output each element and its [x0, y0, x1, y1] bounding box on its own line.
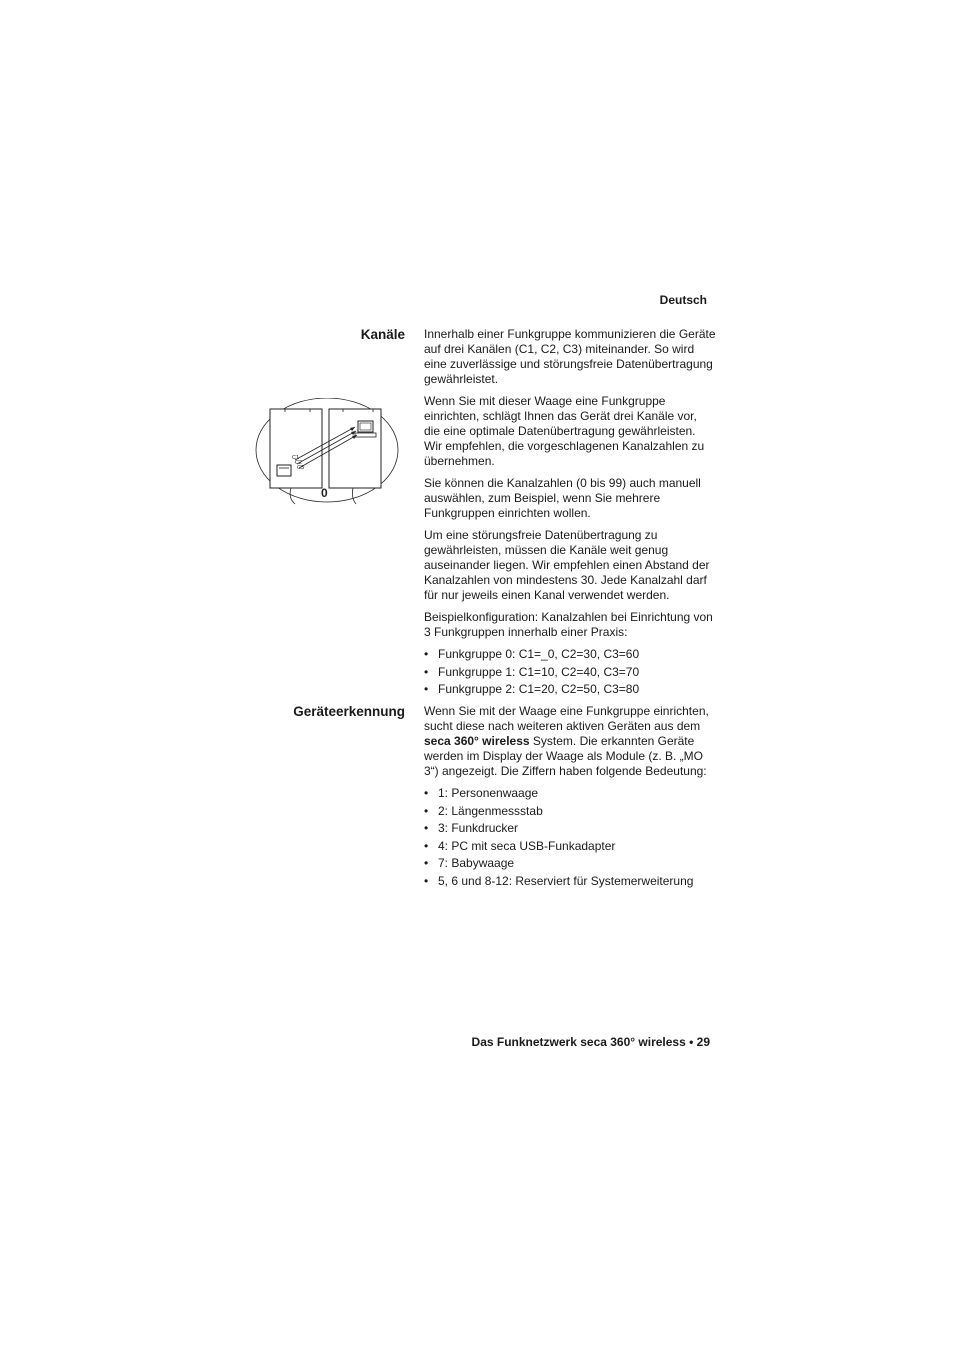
header-language: Deutsch	[659, 293, 707, 307]
kanaele-paragraph: Beispielkonfiguration: Kanalzahlen bei Einrichtung von 3 Funkgruppen innerhalb einer Praxis:	[424, 610, 713, 639]
list-item: • 5, 6 und 8-12: Reserviert für Systemerweiterung	[424, 873, 694, 888]
kanaele-body	[424, 327, 716, 700]
list-item: • 4: PC mit seca USB-Funkadapter	[424, 838, 616, 853]
bullet-icon: •	[424, 647, 429, 661]
funkgruppe-illustration	[255, 398, 400, 515]
list-item: • Funkgruppe 0: C1=_0, C2=30, C3=60	[424, 647, 640, 661]
list-item: • Funkgruppe 2: C1=20, C2=50, C3=80	[424, 682, 640, 696]
kanaele-paragraph: Um eine störungsfreie Datenübertragung zu gewährleisten, müssen die Kanäle weit genug auseinander liegen. Wir empfehlen einen Abstand der Kanalzahlen von mindestens 30. Jede Kanalzahl darf für nur jeweils einen Kanal verwendet werden.	[424, 528, 710, 602]
channel-label: C3	[297, 465, 305, 471]
geraeteerkennung-paragraph: Wenn Sie mit der Waage eine Funkgruppe einrichten, sucht diese nach weiteren aktiven Geräten aus dem seca 360° wireless System. Die erkannten Geräte werden im Display der Waage als Module (z. B. „MO 3“) angezeigt. Die Ziffern haben folgende Bedeutung:	[424, 704, 709, 778]
scale-device-icon	[277, 465, 291, 476]
brand-name: seca 360° wireless	[424, 734, 530, 748]
section-heading-geraeteerkennung: Geräteerkennung	[293, 704, 405, 719]
kanaele-paragraph: Wenn Sie mit dieser Waage eine Funkgruppe einrichten, schlägt Ihnen das Gerät drei Kanäle vor, die eine optimale Datenübertragung gewährleisten. Wir empfehlen, die vorgeschlagenen Kanalzahlen zu übernehmen.	[424, 394, 705, 468]
list-item: • 2: Längenmessstab	[424, 803, 543, 818]
group-number: 0	[321, 486, 328, 500]
funkgruppe-diagram	[255, 398, 400, 510]
section-heading-kanaele: Kanäle	[360, 327, 405, 342]
channel-label: C2	[295, 460, 303, 466]
geraeteerkennung-body	[424, 704, 716, 891]
kanaele-paragraph: Innerhalb einer Funkgruppe kommunizieren die Geräte auf drei Kanälen (C1, C2, C3) miteinander. So wird eine zuverlässige und störungsfreie Datenübertragung gewährleistet.	[424, 327, 716, 386]
list-item: • 3: Funkdrucker	[424, 821, 519, 835]
bullet-icon: •	[424, 856, 429, 870]
kanaele-paragraph: Sie können die Kanalzahlen (0 bis 99) auch manuell auswählen, zum Beispiel, wenn Sie mehrere Funkgruppen einrichten wollen.	[424, 476, 701, 520]
bullet-icon: •	[424, 803, 429, 818]
bullet-icon: •	[424, 873, 429, 888]
bullet-icon: •	[424, 682, 429, 696]
list-item: • 1: Personenwaage	[424, 786, 539, 800]
kanaele-bullet-list	[424, 647, 716, 697]
page-footer: Das Funknetzwerk seca 360° wireless • 29	[471, 1035, 710, 1049]
bullet-icon: •	[424, 821, 429, 835]
geraeteerkennung-bullet-list	[424, 786, 716, 889]
list-item: • 7: Babywaage	[424, 856, 515, 870]
list-item: • Funkgruppe 1: C1=10, C2=40, C3=70	[424, 664, 640, 679]
channel-label: C1	[292, 455, 300, 461]
bullet-icon: •	[424, 664, 429, 679]
bullet-icon: •	[424, 838, 429, 853]
bullet-icon: •	[424, 786, 429, 800]
